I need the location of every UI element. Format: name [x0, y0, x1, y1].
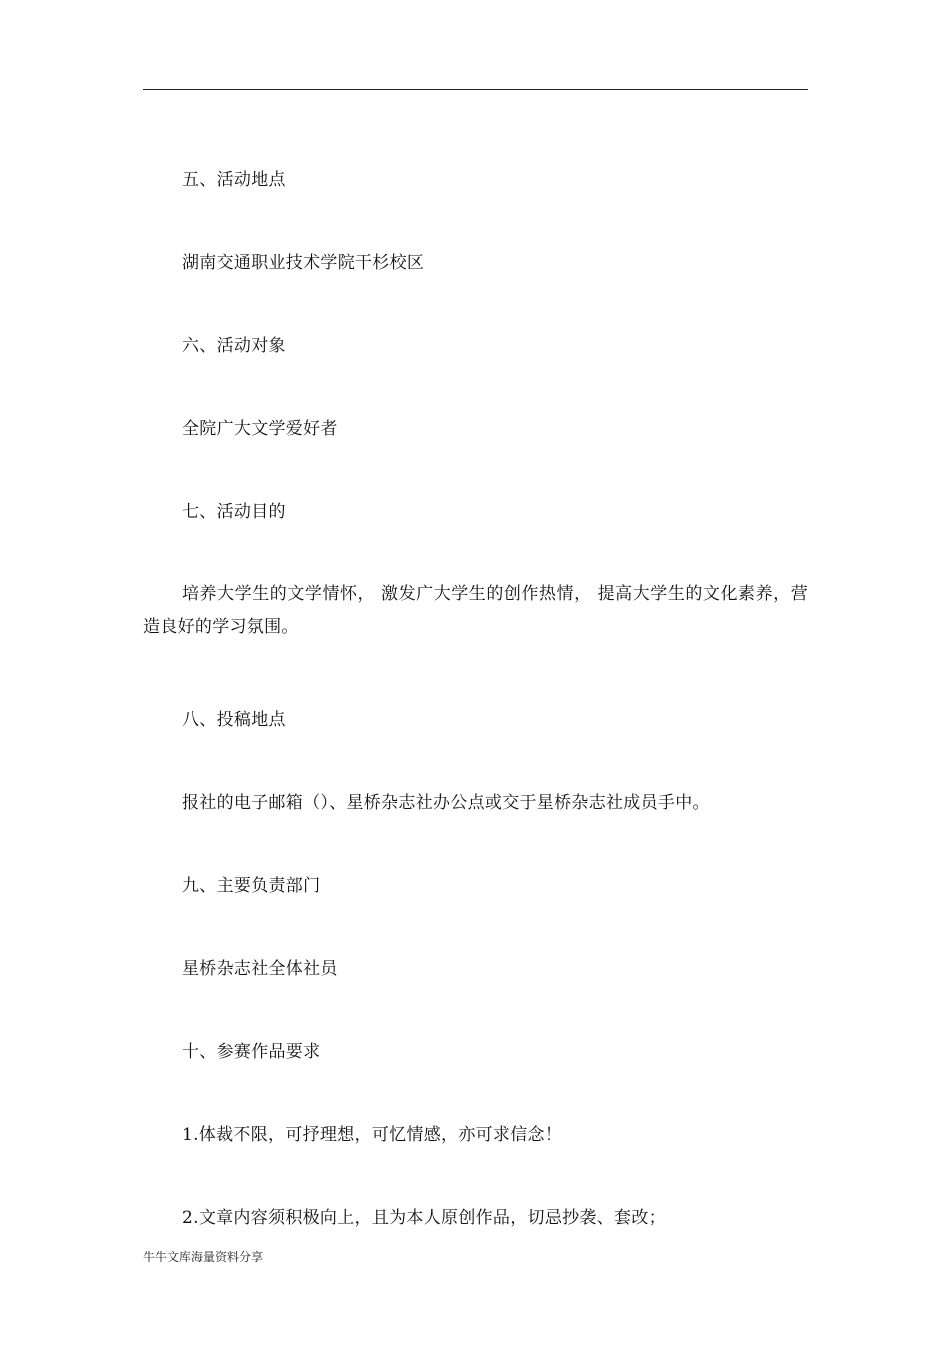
footer-text: 牛牛文库海量资料分享: [143, 1250, 264, 1264]
section-8-body: 报社的电子邮箱（）、星桥杂志社办公点或交于星桥杂志社成员手中。: [182, 793, 710, 813]
section-10-item-1: 1.体裁不限，可抒理想，可忆情感，亦可求信念！: [182, 1125, 563, 1145]
section-7-heading: 七、活动目的: [182, 502, 286, 522]
section-5-body: 湖南交通职业技术学院干杉校区: [182, 253, 425, 273]
header-rule: [143, 89, 808, 90]
section-6-body: 全院广大文学爱好者: [182, 419, 338, 439]
section-7-body: 培养大学生的文学情怀， 激发广大学生的创作热情， 提高大学生的文化素养，营造良好的学习氛围。: [143, 584, 808, 637]
section-6-heading: 六、活动对象: [182, 336, 286, 356]
section-9-heading: 九、主要负责部门: [182, 876, 321, 896]
section-9-body: 星桥杂志社全体社员: [182, 959, 338, 979]
section-8-heading: 八、投稿地点: [182, 710, 286, 730]
section-10-item-2: 2.文章内容须积极向上，且为本人原创作品，切忌抄袭、套改；: [182, 1208, 666, 1228]
section-5-heading: 五、活动地点: [182, 170, 286, 190]
section-10-heading: 十、参赛作品要求: [182, 1042, 321, 1062]
